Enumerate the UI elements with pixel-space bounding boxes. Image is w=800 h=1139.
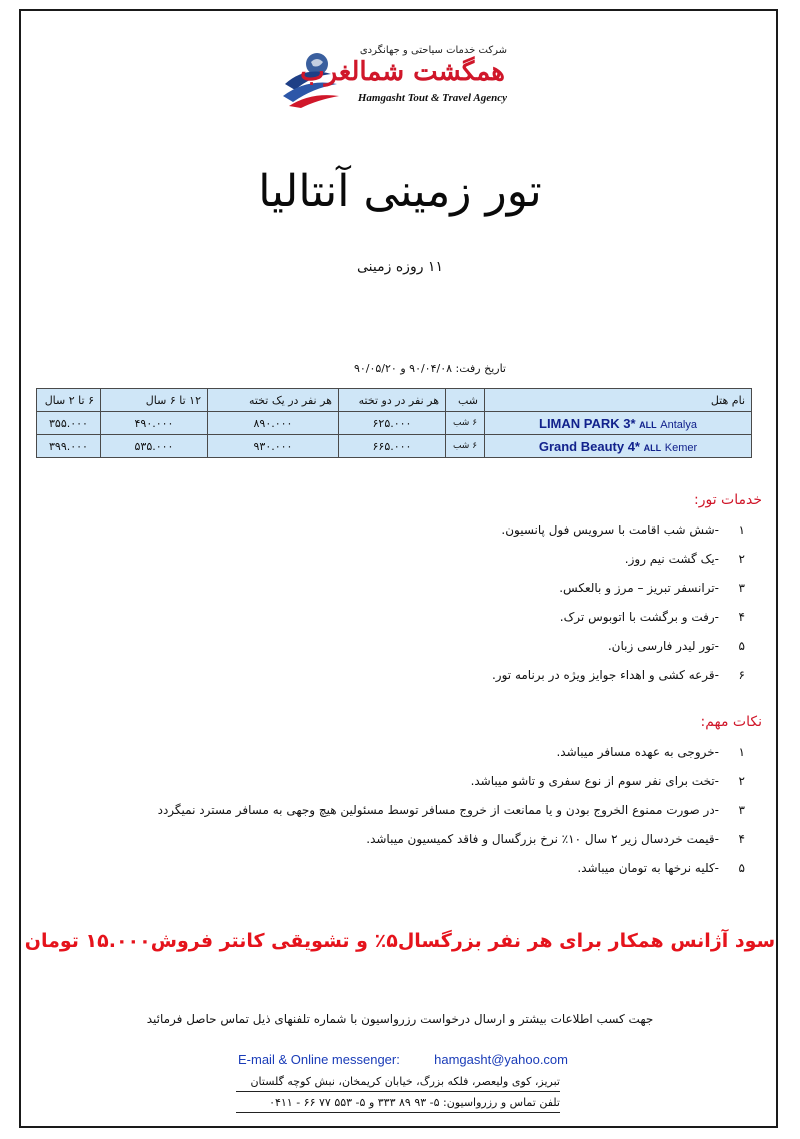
item-number: ۴: [738, 610, 745, 624]
item-number: ۴: [738, 832, 745, 846]
header-child-2-6: ۶ تا ۲ سال: [37, 389, 101, 412]
item-text: -قیمت خردسال زیر ۲ سال ۱۰٪ نرخ بزرگسال و فاقد کمیسیون میباشد.: [366, 832, 719, 846]
table-row: [37, 435, 752, 458]
hotel-cell: [485, 412, 752, 435]
tour-duration: ۱۱ روزه زمینی: [357, 259, 443, 275]
hotel-cell: [485, 435, 752, 458]
list-item: [492, 636, 745, 665]
notes-heading: نکات مهم:: [700, 714, 762, 730]
item-number: ۳: [738, 581, 745, 595]
item-text: -رفت و برگشت با اتوبوس ترک.: [559, 610, 719, 624]
list-item: [158, 829, 745, 858]
item-text: -قرعه کشی و اهداء جوایز ویژه در برنامه تور.: [491, 668, 719, 682]
email-address[interactable]: hamgasht@yahoo.com: [434, 1052, 568, 1067]
list-item: [492, 578, 745, 607]
page-title: تور زمینی آنتالیا: [258, 166, 542, 217]
item-text: -کلیه نرخها به تومان میباشد.: [577, 861, 719, 875]
list-item: [492, 607, 745, 636]
item-text: -خروجی به عهده مسافر میباشد.: [556, 745, 719, 759]
company-logo: [281, 44, 511, 110]
nights-cell: ۶ شب: [446, 435, 485, 458]
services-heading: خدمات تور:: [693, 492, 762, 508]
nights-cell: ۶ شب: [446, 412, 485, 435]
company-name: همگشت شمالغرب: [300, 57, 505, 87]
child-6-12-price-cell: ۴۹۰.۰۰۰: [101, 412, 208, 435]
notes-list: [158, 742, 745, 887]
list-item: [158, 742, 745, 771]
board-type: ALL: [643, 442, 662, 453]
services-list: [492, 520, 745, 694]
table-row: [37, 412, 752, 435]
phone-numbers: تلفن تماس و رزرواسیون: ۵- ۹۳ ۸۹ ۳۳۳ و ۵- ۵۵۳ ۷۷ ۶۶ - ۰۴۱۱: [236, 1096, 560, 1113]
agency-commission-banner: سود آژانس همکار برای هر نفر بزرگسال۵٪ و تشویقی کانتر فروش۱۵.۰۰۰ تومان: [24, 930, 776, 952]
item-number: ۶: [738, 668, 745, 682]
list-item: [158, 800, 745, 829]
list-item: [158, 858, 745, 887]
price-table: [36, 388, 752, 458]
header-double: هر نفر در دو تخته: [339, 389, 446, 412]
double-price-cell: ۶۲۵.۰۰۰: [339, 412, 446, 435]
single-price-cell: ۹۳۰.۰۰۰: [208, 435, 339, 458]
child-2-6-price-cell: ۳۵۵.۰۰۰: [37, 412, 101, 435]
item-text: -تخت برای نفر سوم از نوع سفری و تاشو میباشد.: [470, 774, 719, 788]
item-text: -تور لیدر فارسی زبان.: [607, 639, 719, 653]
company-type-line: شرکت خدمات سیاحتی و جهانگردی: [359, 45, 507, 56]
postal-address: تبریز، کوی ولیعصر، فلکه بزرگ، خیابان کریمخان، نبش کوچه گلستان: [236, 1075, 560, 1092]
item-number: ۱: [738, 523, 745, 537]
item-number: ۳: [738, 803, 745, 817]
company-english-name: Hamgasht Tout & Travel Agency: [357, 92, 507, 104]
hotel-location: Kemer: [664, 441, 698, 454]
list-item: [492, 665, 745, 694]
header-nights: شب: [446, 389, 485, 412]
list-item: [158, 771, 745, 800]
item-number: ۲: [738, 774, 745, 788]
item-number: ۱: [738, 745, 745, 759]
hotel-location: Antalya: [660, 418, 697, 431]
board-type: ALL: [639, 419, 657, 430]
table-header-row: [37, 389, 752, 412]
departure-dates: تاریخ رفت: ۹۰/۰۴/۰۸ و ۹۰/۰۵/۲۰: [353, 362, 506, 375]
item-text: -شش شب اقامت با سرویس فول پانسیون.: [501, 523, 719, 537]
item-number: ۵: [738, 861, 745, 875]
child-2-6-price-cell: ۳۹۹.۰۰۰: [37, 435, 101, 458]
list-item: [492, 520, 745, 549]
item-number: ۲: [738, 552, 745, 566]
header-hotel: نام هتل: [485, 389, 752, 412]
double-price-cell: ۶۶۵.۰۰۰: [339, 435, 446, 458]
email-label: E-mail & Online messenger:: [238, 1052, 400, 1067]
single-price-cell: ۸۹۰.۰۰۰: [208, 412, 339, 435]
child-6-12-price-cell: ۵۳۵.۰۰۰: [101, 435, 208, 458]
item-number: ۵: [738, 639, 745, 653]
header-child-6-12: ۱۲ تا ۶ سال: [101, 389, 208, 412]
list-item: [492, 549, 745, 578]
item-text: -ترانسفر تبریز – مرز و بالعکس.: [559, 581, 719, 595]
item-text: -یک گشت نیم روز.: [624, 552, 719, 566]
email-line: [238, 1052, 568, 1067]
hotel-name: LIMAN PARK 3*: [539, 415, 636, 431]
hotel-name: Grand Beauty 4*: [538, 438, 640, 454]
contact-instructions: جهت کسب اطلاعات بیشتر و ارسال درخواست رزرواسیون با شماره تلفنهای ذیل تماس حاصل فرمائید: [146, 1012, 654, 1026]
header-single: هر نفر در یک تخته: [208, 389, 339, 412]
item-text: -در صورت ممنوع الخروج بودن و یا ممانعت از خروج مسافر توسط مسئولین هیچ وجهی به مسافر مسترد نمیگردد: [157, 803, 719, 817]
